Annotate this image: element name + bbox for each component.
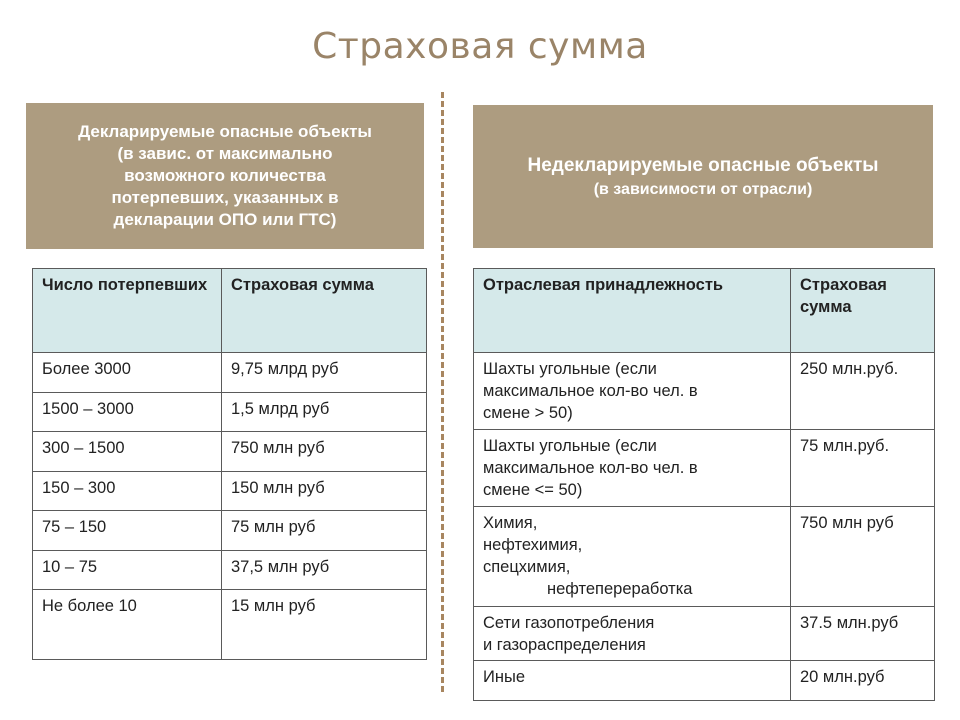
- declared-sums-table: [32, 268, 427, 660]
- declared-objects-header: [26, 103, 424, 249]
- industry-cell: [474, 661, 791, 701]
- table-row: [33, 393, 427, 432]
- victims-cell: 10 – 75: [33, 551, 222, 590]
- declared-header-line: Декларируемые опасные объекты: [78, 122, 372, 141]
- sum-cell: 75 млн руб: [222, 511, 427, 551]
- industry-cell: [474, 607, 791, 661]
- table-row: [33, 590, 427, 660]
- table-row: [474, 353, 935, 430]
- victims-cell: 1500 – 3000: [33, 393, 222, 432]
- table-row: [474, 430, 935, 507]
- table-row: [33, 551, 427, 590]
- column-header-industry: Отраслевая принадлежность: [474, 269, 791, 353]
- table-header-row: [33, 269, 427, 353]
- industry-line: и газораспределения: [483, 636, 646, 654]
- undeclared-objects-header: [473, 105, 933, 248]
- industry-line: Сети газопотребления: [483, 614, 655, 632]
- sum-cell: 1,5 млрд руб: [222, 393, 427, 432]
- industry-line: спецхимия,: [483, 558, 571, 576]
- sum-cell: 250 млн.руб.: [791, 353, 935, 430]
- sum-cell: 37.5 млн.руб: [791, 607, 935, 661]
- victims-cell: 75 – 150: [33, 511, 222, 551]
- undeclared-header-title: Недекларируемые опасные объекты: [527, 154, 879, 176]
- sum-cell: 15 млн руб: [222, 590, 427, 660]
- column-header-sum: Страховая сумма: [222, 269, 427, 353]
- industry-line: нефтепереработка: [547, 580, 693, 598]
- victims-cell: 300 – 1500: [33, 432, 222, 472]
- declared-header-line: потерпевших, указанных в: [111, 188, 339, 207]
- industry-line: Шахты угольные (если: [483, 437, 657, 455]
- sum-cell: 150 млн руб: [222, 472, 427, 511]
- table-row: [33, 511, 427, 551]
- sum-cell: 75 млн.руб.: [791, 430, 935, 507]
- declared-header-line: (в завис. от максимально: [117, 144, 333, 163]
- industry-line: смене > 50): [483, 404, 573, 422]
- industry-line: Химия,: [483, 514, 538, 532]
- declared-header-line: возможного количества: [124, 166, 326, 185]
- table-row: [474, 661, 935, 701]
- industry-line: максимальное кол-во чел. в: [483, 382, 698, 400]
- table-row: [33, 353, 427, 393]
- victims-cell: 150 – 300: [33, 472, 222, 511]
- sum-cell: 37,5 млн руб: [222, 551, 427, 590]
- page-title: Страховая сумма: [312, 26, 648, 67]
- industry-line: смене <= 50): [483, 481, 583, 499]
- industry-cell: [474, 353, 791, 430]
- undeclared-header-subtitle: (в зависимости от отрасли): [593, 180, 813, 198]
- table-header-row: [474, 269, 935, 353]
- table-row: [33, 432, 427, 472]
- table-row: [33, 472, 427, 511]
- table-row: [474, 507, 935, 607]
- column-header-victims: Число потерпевших: [33, 269, 222, 353]
- industry-line: нефтехимия,: [483, 536, 583, 554]
- industry-cell: [474, 507, 791, 607]
- column-header-sum: Страховая сумма: [791, 269, 935, 353]
- declared-header-line: декларации ОПО или ГТС): [113, 210, 337, 229]
- sum-cell: 20 млн.руб: [791, 661, 935, 701]
- industry-line: Шахты угольные (если: [483, 360, 657, 378]
- table-row: [474, 607, 935, 661]
- victims-cell: Не более 10: [33, 590, 222, 660]
- dashed-divider: [441, 92, 444, 692]
- sum-cell: 750 млн руб: [222, 432, 427, 472]
- sum-cell: 750 млн руб: [791, 507, 935, 607]
- victims-cell: Более 3000: [33, 353, 222, 393]
- undeclared-sums-table: [473, 268, 935, 701]
- sum-cell: 9,75 млрд руб: [222, 353, 427, 393]
- industry-line: максимальное кол-во чел. в: [483, 459, 698, 477]
- industry-cell: [474, 430, 791, 507]
- industry-line: Иные: [483, 668, 526, 686]
